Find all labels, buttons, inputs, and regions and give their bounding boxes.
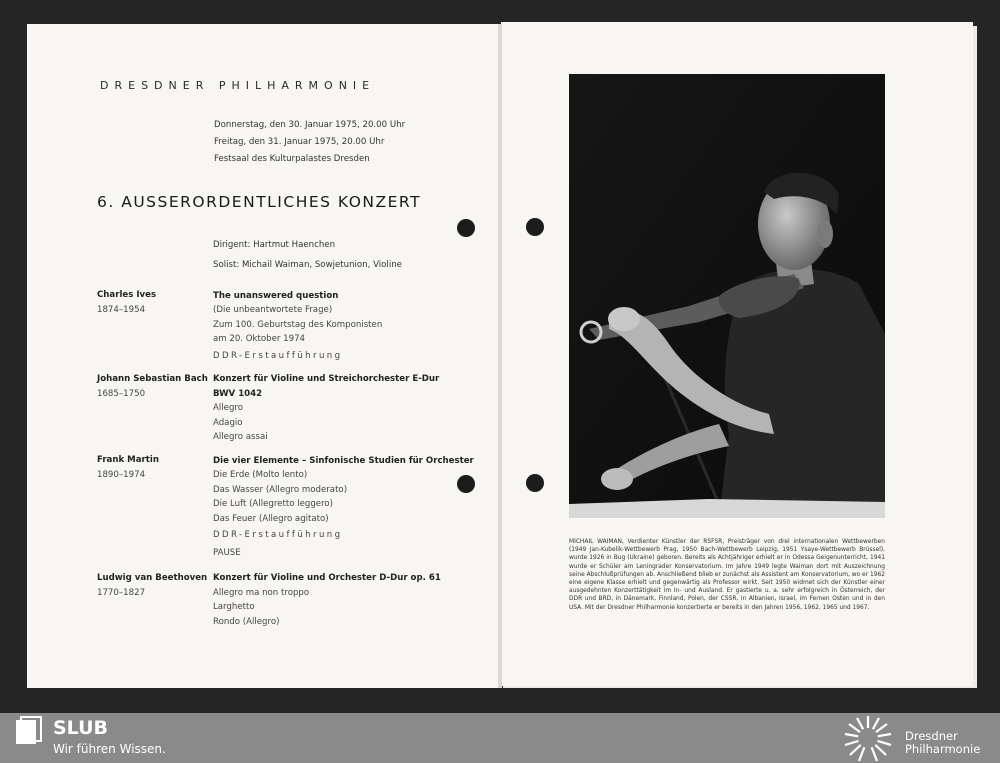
composer-name: Charles Ives <box>97 290 157 300</box>
orchestra-name: DRESDNER PHILHARMONIE <box>100 79 376 92</box>
composer-years: 1770–1827 <box>97 588 146 598</box>
work-title: The unanswered question <box>213 291 339 301</box>
composer-name: Johann Sebastian Bach <box>97 374 208 384</box>
work-title: Konzert für Violine und Orchester D-Dur op. 61 <box>213 573 441 583</box>
date-line-2: Freitag, den 31. Januar 1975, 20.00 Uhr <box>214 137 385 147</box>
work-line: (Die unbeantwortete Frage) <box>213 305 333 315</box>
soloist-biography: MICHAIL WAIMAN, Verdienter Künstler der RSFSR, Preisträger von drei internationalen Wettbewerben (1949 Jan-Kubelik-Wettbewerb Prag, 1950 Bach-Wettbewerb Leipzig, 1951 Ysaye-Wettbewerb Brüssel), wurde 1926 in Bug (Ukraine) geboren. Bereits als Achtjähriger erhielt er in Odessa Geigenunterricht, 1941 wurde er Schüler am Leningrader Konservatorium. Im Jahre 1949 legte Waiman dort mit Auszeichnung seine Abschlußprüfungen ab. Anschließend blieb er zunächst als Assistent am Konservatorium, wo er 1962 eine eigene Klasse erhielt und gegenwärtig als Professor wirkt. Seit 1950 widmet sich der Künstler einer ausgedehnten Konzerttätigkeit im In- und Ausland. Er gastierte u. a. sehr erfolgreich in Österreich, der DDR und BRD, in Dänemark, Finnland, Polen, der CSSR, in Albanien, Israel, im Fernen Osten und in den USA. Mit der Dresdner Philharmonie konzertierte er bereits in den Jahren 1956, 1962, 1965 und 1967. <box>569 539 885 611</box>
punch-hole <box>526 218 544 236</box>
composer-years: 1874–1954 <box>97 305 146 315</box>
slub-logo-icon <box>13 716 43 746</box>
philharmonie-logo-icon <box>842 714 894 763</box>
punch-hole <box>526 474 544 492</box>
premiere-note: DDR-Erstaufführung <box>213 351 343 361</box>
concert-title: 6. AUSSERORDENTLICHES KONZERT <box>97 193 422 211</box>
premiere-note: DDR-Erstaufführung <box>213 530 343 540</box>
movement: Die Luft (Allegretto leggero) <box>213 499 334 509</box>
library-name: SLUB <box>53 717 109 739</box>
date-line-1: Donnerstag, den 30. Januar 1975, 20.00 Uhr <box>214 120 406 130</box>
library-tagline: Wir führen Wissen. <box>53 742 166 756</box>
movement: Das Feuer (Allegro agitato) <box>213 514 329 524</box>
work-catalogue: BWV 1042 <box>213 389 263 399</box>
work-title: Die vier Elemente – Sinfonische Studien für Orchester <box>213 456 474 466</box>
composer-name: Frank Martin <box>97 455 159 465</box>
venue-line: Festsaal des Kulturpalastes Dresden <box>214 154 370 164</box>
composer-years: 1685–1750 <box>97 389 146 399</box>
movement: Larghetto <box>213 602 255 612</box>
work-line: am 20. Oktober 1974 <box>213 334 306 344</box>
movement: Rondo (Allegro) <box>213 617 280 627</box>
composer-name: Ludwig van Beethoven <box>97 573 208 583</box>
composer-years: 1890–1974 <box>97 470 146 480</box>
soloist-line: Solist: Michail Waiman, Sowjetunion, Violine <box>213 260 402 270</box>
work-line: Zum 100. Geburtstag des Komponisten <box>213 320 383 330</box>
movement: Adagio <box>213 418 243 428</box>
punch-hole <box>457 219 475 237</box>
page-gutter <box>498 24 502 688</box>
movement: Allegro <box>213 403 243 413</box>
movement: Allegro ma non troppo <box>213 588 310 598</box>
movement: Die Erde (Molto lento) <box>213 470 308 480</box>
work-title: Konzert für Violine und Streichorchester E-Dur <box>213 374 440 384</box>
movement: Das Wasser (Allegro moderato) <box>213 485 348 495</box>
partner-name-line-1: Dresdner <box>905 729 958 743</box>
punch-hole <box>457 475 475 493</box>
partner-name-line-2: Philharmonie <box>905 742 981 756</box>
pause-label: PAUSE <box>213 548 241 558</box>
movement: Allegro assai <box>213 432 268 442</box>
conductor-line: Dirigent: Hartmut Haenchen <box>213 240 336 250</box>
violinist-photo <box>569 74 885 518</box>
